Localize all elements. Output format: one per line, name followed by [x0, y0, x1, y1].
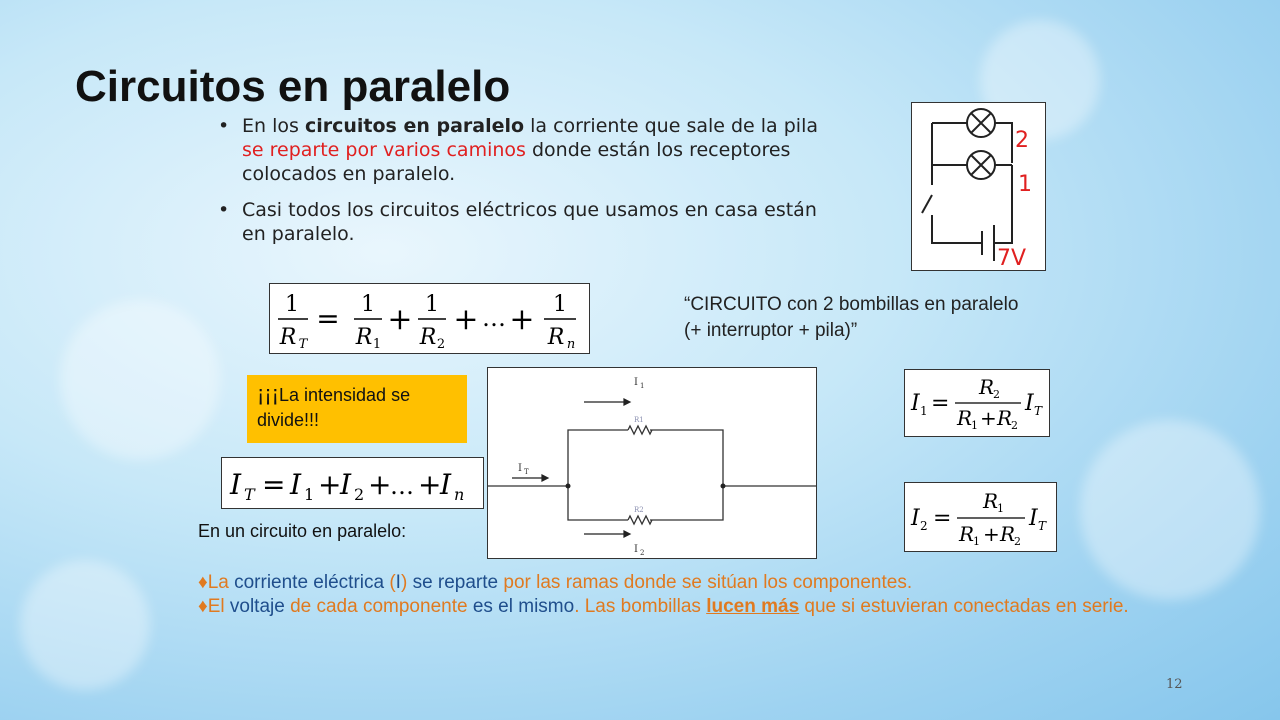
eq-op: =	[262, 468, 286, 501]
note-text: La intensidad se divide!!!	[257, 385, 411, 430]
equation-i2-formula	[905, 483, 1056, 551]
fact-text: que si estuvieran conectadas en serie.	[799, 596, 1129, 617]
fact-highlight: voltaje	[229, 596, 285, 617]
eq-sub: T	[244, 485, 255, 504]
eq-term: 1	[553, 292, 567, 317]
parallel-schematic-drawing	[488, 368, 816, 558]
eq-op: +	[453, 302, 479, 337]
eq-term: R	[419, 325, 437, 350]
svg-text:=: =	[931, 391, 950, 416]
eq-sub: 1	[372, 337, 382, 352]
bullet-list	[218, 114, 830, 258]
fact-text: ♦La	[198, 572, 235, 593]
eq-term: 1	[425, 292, 439, 317]
fact-text: . Las bombillas	[574, 596, 707, 617]
parallel-heading: En un circuito en paralelo:	[198, 521, 407, 541]
page-title: Circuitos en paralelo	[75, 62, 511, 111]
svg-text:+: +	[983, 522, 1000, 546]
equation-current-total-formula	[222, 458, 483, 508]
eq-term: I	[440, 468, 452, 501]
eq-sub: 1	[997, 502, 1004, 515]
bullet-bold: circuitos en paralelo	[304, 115, 525, 137]
eq-op: +	[509, 302, 535, 337]
bullet-item	[218, 114, 830, 186]
handdrawn-label-2: 2	[1015, 128, 1029, 153]
eq-term: I	[290, 468, 302, 501]
eq-sub: 1	[973, 535, 980, 548]
eq-term: R	[997, 406, 1013, 430]
schematic-sub: 1	[640, 382, 645, 390]
eq-op: +	[368, 468, 392, 501]
eq-sub: 1	[304, 485, 315, 504]
bullet-item	[218, 198, 830, 246]
equation-i1-formula	[905, 370, 1049, 436]
eq-sub: T	[298, 337, 308, 352]
equation-resistance	[269, 283, 590, 354]
eq-op: +	[387, 302, 413, 337]
bullet-text: la corriente que sale de la pila	[524, 115, 819, 137]
schematic-label-i2: I	[634, 544, 638, 555]
bullet-dot: •	[218, 115, 230, 137]
eq-sub: 2	[354, 485, 365, 504]
fact-text: de cada componente	[284, 596, 473, 617]
eq-sub: 2	[436, 337, 446, 352]
eq-op: +	[418, 468, 442, 501]
eq-term: I	[911, 391, 920, 416]
parallel-schematic	[487, 367, 817, 559]
handdrawn-circuit-drawing	[912, 103, 1045, 270]
fact-voltage	[198, 595, 1138, 619]
schematic-label-r1: R1	[634, 416, 644, 424]
eq-term: I	[911, 506, 920, 531]
eq-term: R	[355, 325, 373, 350]
circuit-caption	[684, 292, 1018, 344]
eq-term: 1	[285, 292, 299, 317]
eq-sub: 2	[993, 388, 1000, 401]
fact-highlight: I	[395, 572, 401, 593]
bullet-dot: •	[218, 199, 230, 221]
eq-term: R	[959, 522, 975, 546]
fact-text: )	[400, 572, 413, 593]
fact-highlight: se reparte	[412, 572, 499, 593]
fact-text: por las ramas donde se sitúan los componentes.	[498, 572, 913, 593]
eq-sub: 2	[1011, 419, 1018, 432]
schematic-label-r2: R2	[634, 506, 644, 514]
eq-term: R	[979, 375, 995, 399]
eq-sub: T	[1034, 404, 1043, 418]
handdrawn-label-7v: 7V	[997, 246, 1027, 270]
eq-op: …	[482, 304, 506, 332]
eq-sub: 2	[1014, 535, 1021, 548]
equation-current-total	[221, 457, 484, 509]
schematic-sub: 2	[640, 549, 645, 557]
eq-sub: 1	[971, 419, 978, 432]
equation-i1	[904, 369, 1050, 437]
bullet-text: donde están los receptores colocados en paralelo.	[242, 139, 791, 185]
eq-term: R	[1000, 522, 1016, 546]
eq-op: …	[390, 472, 414, 500]
eq-sub: T	[1038, 519, 1047, 533]
facts-block	[198, 571, 1138, 619]
svg-text:=: =	[933, 506, 952, 531]
equation-resistance-formula	[270, 284, 589, 353]
eq-term: R	[957, 406, 973, 430]
schematic-sub: T	[524, 468, 529, 476]
fact-current	[198, 571, 1138, 595]
fact-text: ♦El	[198, 596, 230, 617]
handdrawn-label-1: 1	[1018, 172, 1032, 197]
bullet-highlight: se reparte por varios caminos	[242, 139, 526, 161]
fact-highlight: es el mismo	[472, 596, 575, 617]
eq-term: R	[983, 489, 999, 513]
eq-term: 1	[361, 292, 375, 317]
fact-text: (	[384, 572, 396, 593]
fact-underlined: lucen más	[706, 596, 800, 617]
schematic-label-i1: I	[634, 377, 638, 388]
page-number: 12	[1166, 677, 1183, 692]
handdrawn-circuit	[911, 102, 1046, 271]
bg-bokeh	[60, 300, 220, 460]
eq-term: I	[340, 468, 352, 501]
eq-op: +	[318, 468, 342, 501]
caption-line: (+ interruptor + pila)”	[684, 320, 858, 341]
eq-sub: 2	[920, 519, 928, 533]
equation-i2	[904, 482, 1057, 552]
intensity-note	[247, 375, 467, 443]
eq-term: I	[230, 468, 242, 501]
eq-op: =	[316, 302, 340, 335]
bullet-text: En los	[242, 115, 305, 137]
eq-term: R	[279, 325, 297, 350]
eq-sub: 1	[920, 404, 928, 418]
schematic-label-it: I	[518, 463, 522, 474]
fact-highlight: corriente eléctrica	[234, 572, 385, 593]
svg-text:+: +	[980, 406, 997, 430]
bullet-text: Casi todos los circuitos eléctricos que usamos en casa están en paralelo.	[242, 199, 817, 245]
eq-term: R	[547, 325, 565, 350]
eq-term: I	[1029, 506, 1038, 531]
note-exclamation: ¡¡¡	[257, 381, 279, 406]
eq-term: I	[1025, 391, 1034, 416]
caption-line: “CIRCUITO con 2 bombillas en paralelo	[684, 294, 1019, 315]
eq-sub: n	[454, 485, 465, 504]
bg-bokeh	[20, 560, 150, 690]
eq-sub: n	[566, 337, 576, 352]
